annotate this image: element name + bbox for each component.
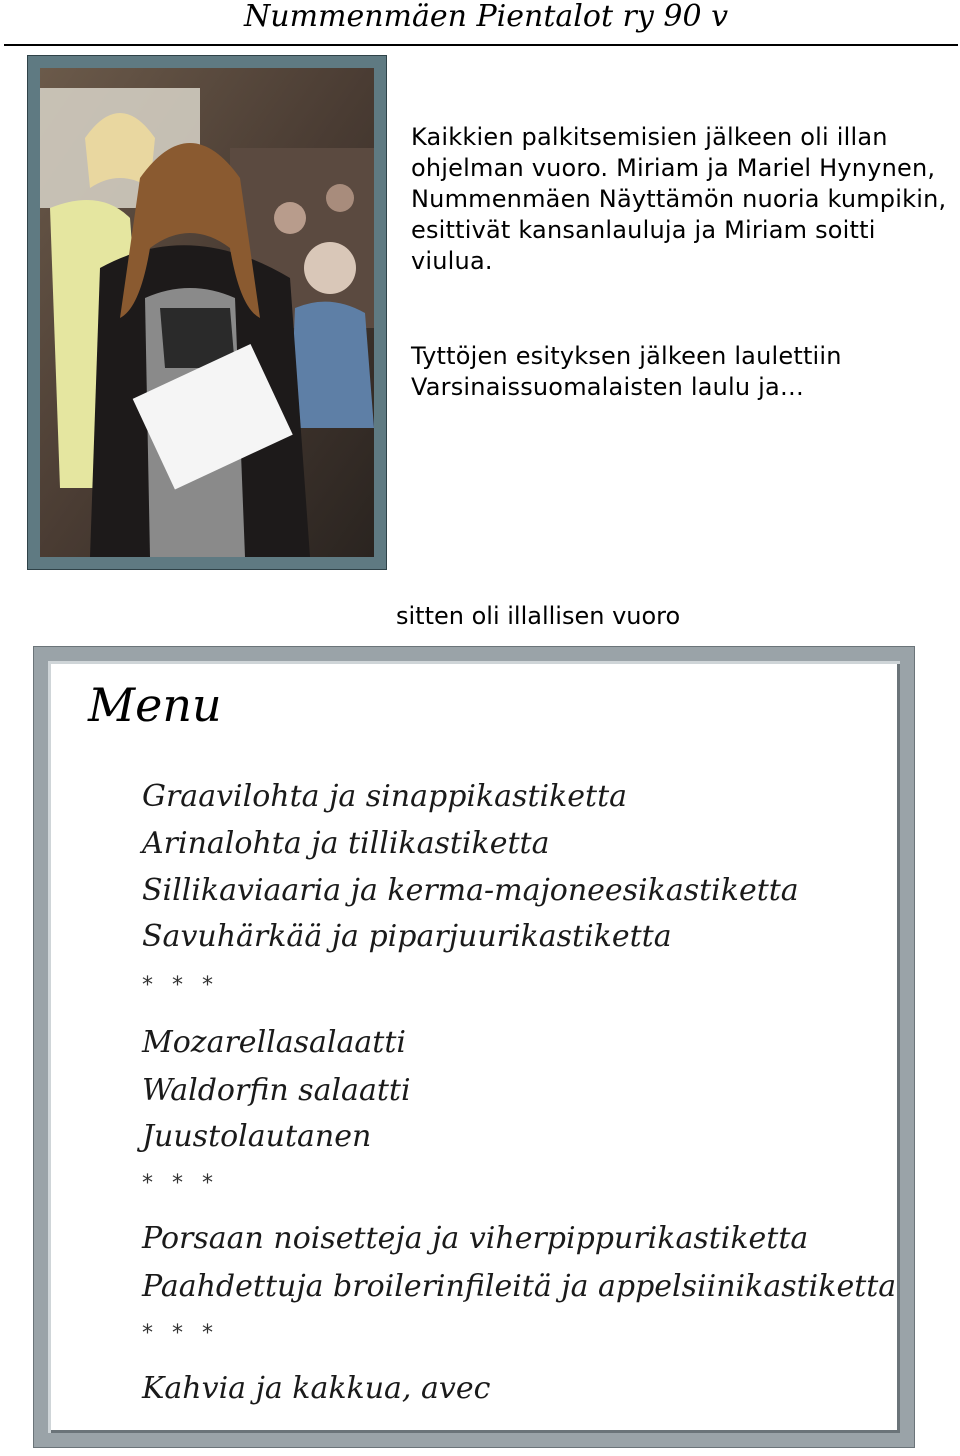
menu-item: Graavilohta ja sinappikastiketta (142, 779, 628, 814)
menu-separator: * * * (142, 973, 219, 998)
menu-item: Paahdettuja broilerinfileitä ja appelsiinikastiketta (142, 1269, 897, 1304)
menu-separator: * * * (142, 1321, 219, 1346)
dinner-caption: sitten oli illallisen vuoro (396, 602, 681, 630)
menu-title: Menu (88, 678, 222, 732)
intro-paragraph-2: Tyttöjen esityksen jälkeen laulettiin Varsinaissuomalaisten laulu ja… (411, 342, 842, 401)
menu-item: Mozarellasalaatti (142, 1025, 406, 1060)
menu-item: Kahvia ja kakkua, avec (142, 1371, 491, 1406)
menu-item: Porsaan noisetteja ja viherpippurikastiketta (142, 1221, 809, 1256)
intro-paragraph-1: Kaikkien palkitsemisien jälkeen oli illan ohjelman vuoro. Miriam ja Mariel Hynynen, Nummenmäen Näyttämön nuoria kumpikin, esittivät kansanlauluja ja Miriam soitti viulua. (411, 123, 947, 275)
menu-item: Juustolautanen (142, 1119, 372, 1154)
menu-separator: * * * (142, 1171, 219, 1196)
photo-illustration (40, 68, 374, 557)
performers-photo (28, 56, 386, 569)
menu-item: Savuhärkää ja piparjuurikastiketta (142, 919, 672, 954)
menu-item: Arinalohta ja tillikastiketta (142, 826, 550, 861)
page-header-title: Nummenmäen Pientalot ry 90 v (244, 0, 729, 34)
menu-item: Waldorfin salaatti (142, 1073, 411, 1108)
header-divider (4, 44, 958, 46)
menu-card (34, 647, 914, 1447)
menu-item: Sillikaviaaria ja kerma-majoneesikastiketta (142, 873, 799, 908)
